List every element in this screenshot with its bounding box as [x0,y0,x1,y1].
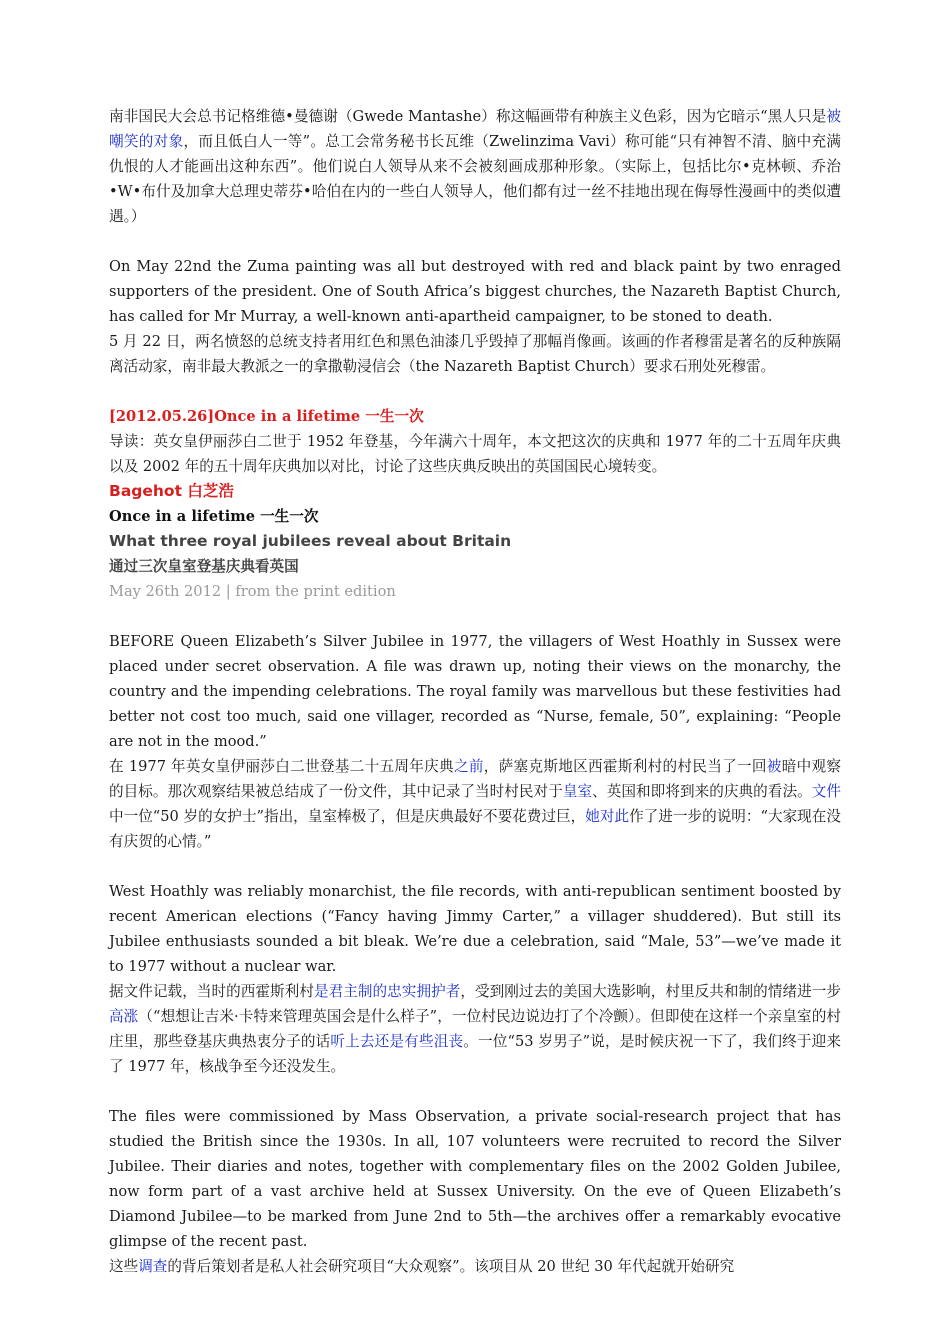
glossary-link[interactable]: 之前 [453,758,484,775]
spacer [109,604,841,629]
text-run: 、英国和即将到来的庆典的看法。 [592,783,812,800]
glossary-link[interactable]: 听上去还是有些沮丧 [330,1033,464,1050]
paragraph-en: On May 22nd the Zuma painting was all but destroyed with red and black paint by two enraged supporters of the president. One of South Africa’s biggest churches, the Nazareth Baptist Church, has called for Mr Murray, a well-known anti-apartheid campaigner, to be stoned to death. [109,258,841,325]
headline: Once in a lifetime 一生一次 [109,508,319,525]
text-run: ，受到刚过去的美国大选影响，村里反共和制的情绪进一步 [460,983,841,1000]
dateline: May 26th 2012 | from the print edition [109,583,396,600]
glossary-link[interactable]: 被嘲笑的对象 [109,108,841,150]
glossary-link[interactable]: 她对此 [585,808,630,825]
glossary-link[interactable]: 调查 [138,1258,168,1275]
paragraph-cn [109,754,841,854]
section-label: Bagehot 白芝浩 [109,482,234,500]
subheadline-cn: 通过三次皇室登基庆典看英国 [109,558,299,575]
paragraph-cn: 5 月 22 日，两名愤怒的总统支持者用红色和黑色油漆几乎毁掉了那幅肖像画。该画的作者穆雷是著名的反种族隔离活动家，南非最大教派之一的拿撒勒浸信会（the Nazareth Baptist Church）要求石刑处死穆雷。 [109,333,841,375]
text-run: 这些 [109,1258,139,1275]
spacer [109,229,841,254]
text-run: （“想想让吉米·卡特来管理英国会是什么样子”，一位村民边说边打了个冷颤）。但即使在这样一个亲皇室的村庄里，那些登基庆典热衷分子的话 [109,1008,841,1050]
text-run: 的背后策划者是私人社会研究项目“大众观察”。该项目从 20 世纪 30 年代起就开始研究 [167,1258,735,1275]
paragraph-en: The files were commissioned by Mass Observation, a private social-research project that has studied the British since the 1930s. In all, 107 volunteers were recruited to record the Silver Jubilee. Their diaries and notes, together with complementary files on the 2002 Golden Jubilee, now form part of a vast archive held at Sussex University. On the eve of Queen Elizabeth’s Diamond Jubilee—to be marked from June 2nd to 5th—the archives offer a remarkably evocative glimpse of the recent past. [109,1108,841,1250]
paragraph-en: BEFORE Queen Elizabeth’s Silver Jubilee in 1977, the villagers of West Hoathly in Sussex were placed under secret observation. A file was drawn up, noting their views on the monarchy, the country and the impending celebrations. The royal family was marvellous but these festivities had better not cost too much, said one villager, recorded as “Nurse, female, 50”, explaining: “People are not in the mood.” [109,633,841,750]
glossary-link[interactable]: 高涨 [109,1008,139,1025]
paragraph-en: West Hoathly was reliably monarchist, the file records, with anti-republican sentiment boosted by recent American elections (“Fancy having Jimmy Carter,” a villager shuddered). But still its Jubilee enthusiasts sounded a bit bleak. We’re due a celebration, said “Male, 53”—we’ve made it to 1977 without a nuclear war. [109,883,841,975]
paragraph-cn [109,979,841,1079]
article-page [109,104,841,1279]
article-intro: 导读：英女皇伊丽莎白二世于 1952 年登基，今年满六十周年，本文把这次的庆典和 1977 年的二十五周年庆典以及 2002 年的五十周年庆典加以对比，讨论了这些庆典反映出的英国国民心境转变。 [109,433,841,475]
spacer [109,1079,841,1104]
text-run: 暗中观察的目标。那次观察结果被总结成了一份文件，其中记录了当时村民对于 [109,758,841,800]
subheadline-en: What three royal jubilees reveal about Britain [109,532,512,550]
text-run: 。一位“53 岁男子”说，是时候庆祝一下了，我们终于迎来了 1977 年，核战争至今还没发生。 [109,1033,841,1075]
spacer [109,379,841,404]
text-run: 作了进一步的说明：“大家现在没有庆贺的心情。” [109,808,841,850]
paragraph-cn [109,1254,841,1279]
glossary-link[interactable]: 被 [766,758,782,775]
paragraph-cn [109,104,841,229]
text-run: 中一位“50 岁的女护士”指出，皇室棒极了，但是庆典最好不要花费过巨， [109,808,586,825]
text-run: 在 1977 年英女皇伊丽莎白二世登基二十五周年庆典 [109,758,454,775]
text-run: 据文件记载，当时的西霍斯利村 [109,983,314,1000]
text-run: ，而且低白人一等”。总工会常务秘书长瓦维（Zwelinzima Vavi）称可能“只有神智不清、脑中充满仇恨的人才能画出这种东西”。他们说白人领导从来不会被刻画成那种形象。（实际上，包括比尔•克林顿、乔治•W•布什及加拿大总理史蒂芬•哈伯在内的一些白人领导人，他们都有过一丝不挂地出现在侮辱性漫画中的类似遭遇。） [109,133,841,225]
text-run: 南非国民大会总书记格维德•曼德谢（Gwede Mantashe）称这幅画带有种族主义色彩，因为它暗示“黑人只是 [109,108,827,125]
glossary-link[interactable]: 皇室 [562,783,593,800]
text-run: ，萨塞克斯地区西霍斯利村的村民当了一回 [483,758,767,775]
article-title: [2012.05.26]Once in a lifetime 一生一次 [109,408,424,425]
spacer [109,854,841,879]
glossary-link[interactable]: 文件 [811,783,841,800]
glossary-link[interactable]: 是君主制的忠实拥护者 [313,983,461,1000]
